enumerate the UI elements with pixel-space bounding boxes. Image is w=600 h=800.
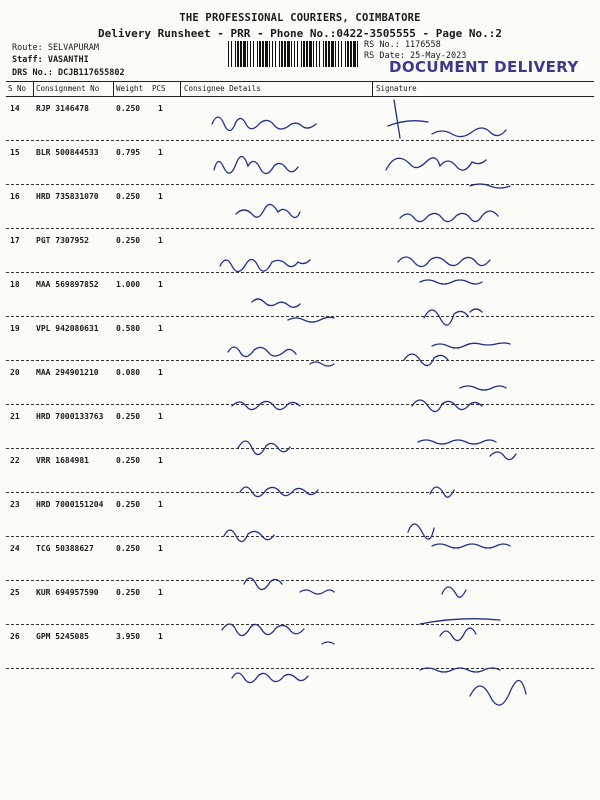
row-sno: 25 [10, 588, 20, 597]
consignee-name [196, 642, 240, 650]
weight-value: 0.250 [116, 588, 141, 597]
table-row [6, 96, 594, 141]
barcode-bar [316, 41, 317, 67]
row-sno: 22 [10, 456, 20, 465]
row-sno: 21 [10, 412, 20, 421]
pcs-count: 1 [158, 280, 163, 289]
pcs-count: 1 [158, 544, 163, 553]
signature-mark [378, 296, 406, 304]
barcode-bar [247, 41, 248, 67]
barcode-bar [287, 41, 290, 67]
row-sno: 26 [10, 632, 20, 641]
table-row [6, 272, 594, 317]
consignee-name [196, 466, 233, 474]
col-signature: Signature [376, 84, 417, 93]
weight-value: 0.250 [116, 500, 141, 509]
weight-value: 0.250 [116, 236, 141, 245]
barcode-bar [253, 41, 254, 67]
row-sno: 23 [10, 500, 20, 509]
signature-mark [378, 648, 423, 656]
pcs-count: 1 [158, 104, 163, 113]
consignment-number: MAA 294901210 [36, 368, 99, 377]
signature-mark [378, 516, 423, 524]
consignment-number: HRD 7000151204 [36, 500, 104, 509]
barcode-bar [341, 41, 342, 67]
consignee-name [196, 334, 252, 342]
consignment-number: PGT 7307952 [36, 236, 89, 245]
consignee-name [196, 290, 217, 298]
signature-mark [378, 120, 423, 128]
barcode-bar [328, 41, 330, 67]
consignee-name [196, 158, 247, 166]
consignee-name [196, 510, 218, 518]
table-row [6, 184, 594, 229]
consignee-name [196, 246, 249, 254]
signature-mark [378, 208, 423, 216]
barcode-bar [243, 41, 246, 67]
consignment-number: GPM 5245085 [36, 632, 89, 641]
barcode-bar [335, 41, 336, 67]
barcode-bar [323, 41, 324, 67]
pcs-count: 1 [158, 456, 163, 465]
table-row [6, 492, 594, 537]
barcode-bar [250, 41, 251, 67]
table-row [6, 448, 594, 493]
drs-number: DRS No.: DCJB117655802 [12, 68, 125, 78]
consignment-number: HRD 7000133763 [36, 412, 104, 421]
table-header [6, 81, 594, 97]
row-sno: 20 [10, 368, 20, 377]
pcs-count: 1 [158, 632, 163, 641]
weight-value: 0.250 [116, 544, 141, 553]
barcode-bar [331, 41, 334, 67]
barcode-bar [228, 41, 229, 67]
rs-date: RS Date: 25-May-2023 [364, 51, 467, 61]
table-row [6, 624, 594, 669]
barcode-bar [265, 41, 268, 67]
weight-value: 0.580 [116, 324, 141, 333]
barcode-bar [347, 41, 349, 67]
signature-mark [378, 560, 391, 568]
runsheet-subtitle: Delivery Runsheet - PRR - Phone No.:0422-3505555 - Page No.:2 [98, 27, 502, 40]
pcs-count: 1 [158, 500, 163, 509]
signature-mark [378, 428, 423, 436]
barcode-bar [275, 41, 276, 67]
barcode-bar [269, 41, 270, 67]
barcode-image [228, 41, 358, 67]
barcode-bar [345, 41, 346, 67]
barcode-bar [279, 41, 280, 67]
col-consignee: Consignee Details [184, 84, 261, 93]
consignment-number: MAA 569897852 [36, 280, 99, 289]
weight-value: 3.950 [116, 632, 141, 641]
pcs-count: 1 [158, 588, 163, 597]
consignment-number: TCG 50388627 [36, 544, 94, 553]
consignee-name [196, 598, 246, 606]
table-row [6, 140, 594, 185]
signature-mark [378, 384, 427, 392]
table-row [6, 580, 594, 625]
col-sno: S No [8, 84, 27, 93]
weight-value: 0.250 [116, 456, 141, 465]
barcode-bar [240, 41, 242, 67]
barcode-bar [338, 41, 339, 67]
signature-mark [378, 340, 423, 348]
barcode-bar [272, 41, 273, 67]
weight-value: 0.795 [116, 148, 141, 157]
barcode-bar [259, 41, 261, 67]
consignee-name [196, 378, 241, 386]
pcs-count: 1 [158, 192, 163, 201]
signature-mark [378, 252, 423, 260]
consignment-number: BLR 500844533 [36, 148, 99, 157]
pcs-count: 1 [158, 148, 163, 157]
consignment-number: RJP 3146478 [36, 104, 89, 113]
staff-label: Staff: VASANTHI [12, 55, 89, 65]
barcode-bar [306, 41, 308, 67]
barcode-bar [257, 41, 258, 67]
consignee-name [196, 422, 227, 430]
barcode-bar [235, 41, 236, 67]
barcode-bar [309, 41, 312, 67]
pcs-count: 1 [158, 368, 163, 377]
barcode-bar [301, 41, 302, 67]
table-row [6, 316, 594, 361]
barcode-bar [353, 41, 356, 67]
barcode-bar [281, 41, 283, 67]
barcode-bar [294, 41, 295, 67]
signature-mark [378, 604, 404, 612]
signature-mark [378, 472, 391, 480]
rs-number: RS No.: 1176558 [364, 40, 441, 50]
barcode-bar [231, 41, 232, 67]
barcode-bar [237, 41, 239, 67]
table-row [6, 360, 594, 405]
barcode-bar [350, 41, 352, 67]
barcode-bar [297, 41, 298, 67]
barcode-bar [357, 41, 358, 67]
weight-value: 0.250 [116, 104, 141, 113]
weight-value: 1.000 [116, 280, 141, 289]
consignment-number: VPL 942080631 [36, 324, 99, 333]
table-row [6, 228, 594, 273]
row-sno: 14 [10, 104, 20, 113]
table-row [6, 404, 594, 449]
table-row [6, 536, 594, 581]
barcode-bar [313, 41, 314, 67]
barcode-bar [262, 41, 264, 67]
signature-mark [378, 164, 424, 172]
consignment-number: KUR 694957590 [36, 588, 99, 597]
pcs-count: 1 [158, 236, 163, 245]
barcode-bar [319, 41, 320, 67]
pcs-count: 1 [158, 324, 163, 333]
row-sno: 17 [10, 236, 20, 245]
route-label: Route: SELVAPURAM [12, 43, 99, 53]
barcode-bar [303, 41, 305, 67]
row-sno: 15 [10, 148, 20, 157]
row-sno: 19 [10, 324, 20, 333]
consignee-name [196, 554, 239, 562]
consignment-number: VRR 1684981 [36, 456, 89, 465]
weight-value: 0.250 [116, 412, 141, 421]
row-sno: 18 [10, 280, 20, 289]
barcode-bar [291, 41, 292, 67]
col-pcs: PCS [152, 84, 166, 93]
barcode-bar [284, 41, 286, 67]
weight-value: 0.250 [116, 192, 141, 201]
consignment-number: HRD 735831070 [36, 192, 99, 201]
col-consignment: Consignment No [36, 84, 100, 93]
pcs-count: 1 [158, 412, 163, 421]
document-title: THE PROFESSIONAL COURIERS, COIMBATORE [179, 12, 421, 24]
document-delivery-stamp: DOCUMENT DELIVERY [389, 58, 579, 76]
consignee-name [196, 114, 249, 122]
weight-value: 0.080 [116, 368, 141, 377]
col-weight: Weight [116, 84, 144, 93]
consignee-name [196, 202, 238, 210]
row-sno: 16 [10, 192, 20, 201]
row-sno: 24 [10, 544, 20, 553]
barcode-bar [325, 41, 327, 67]
